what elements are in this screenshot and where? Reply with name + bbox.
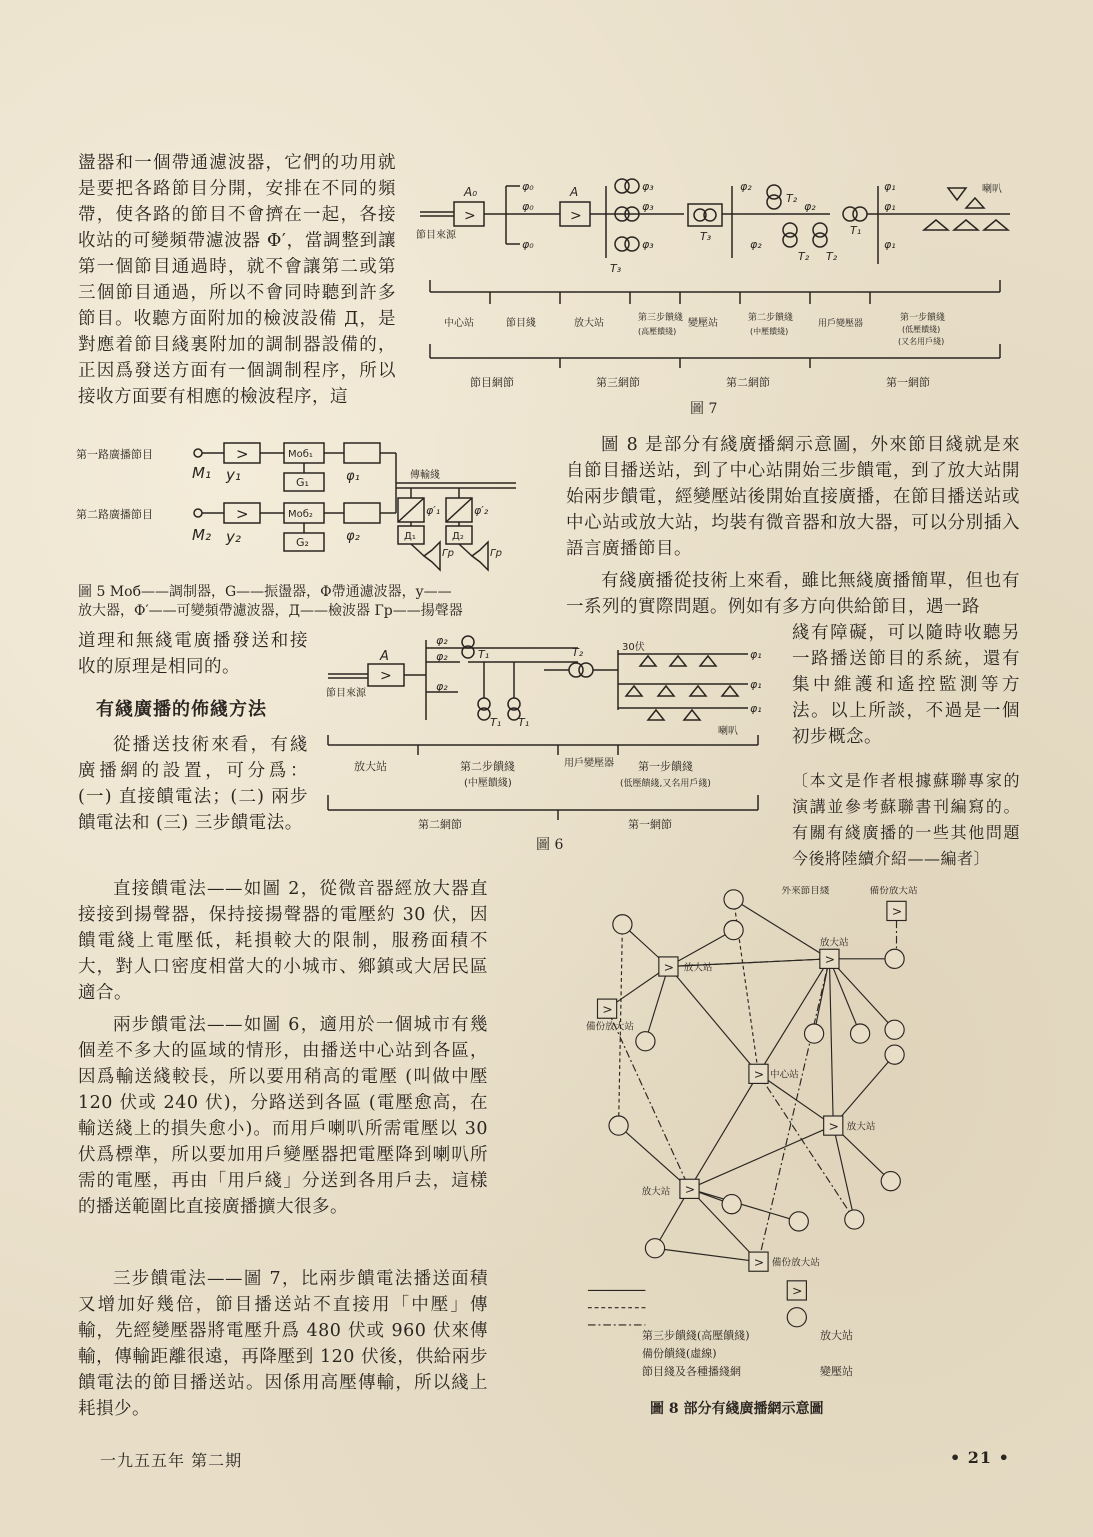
fig6-label-3: 用戶變壓器 xyxy=(564,758,614,769)
fig5-m1: M₁ xyxy=(192,464,211,482)
fig6-phi2-a: φ₂ xyxy=(436,634,448,647)
fig7-t3-b: T₃ xyxy=(700,230,712,243)
fig5-phi2: φ₂ xyxy=(346,529,360,544)
figure-5 xyxy=(76,438,546,598)
fig7-net-4: 第一網節 xyxy=(886,376,930,389)
fig5-mod2: Moб₂ xyxy=(288,509,313,520)
svg-text:>: > xyxy=(828,1118,839,1134)
fig6-phi1-a: φ₁ xyxy=(750,648,762,661)
fig7-label-8c: (又名用戶綫) xyxy=(898,337,945,346)
fig6-phi2-b: φ₂ xyxy=(436,650,448,663)
fig7-phi3-c: φ₃ xyxy=(642,238,654,251)
fig7-label-4b: (高壓饋綫) xyxy=(638,327,677,336)
fig7-label-7: 用戶變壓器 xyxy=(818,319,864,329)
fig7-label-4: 第三步饋綫 xyxy=(638,313,684,323)
fig8-backup-3: 備份放大站 xyxy=(771,1257,820,1269)
fig7-label-5: 變壓站 xyxy=(688,318,718,329)
fig6-net-1: 第一網節 xyxy=(628,818,672,831)
figure-7 xyxy=(410,168,1020,428)
right-paragraph-1: 圖 8 是部分有綫廣播網示意圖，外來節目綫就是來自節目播送站，到了中心站開始三步饋電，到了放大站開始兩步饋電，經變壓站後開始直接廣播，在節目播送站或中心站或放大站，均裝有微音器和放大器，可以分別插入語言廣播節目。 xyxy=(566,435,1020,559)
fig7-phi0-a: φ₀ xyxy=(522,180,534,193)
fig5-gp2: Гр xyxy=(490,548,502,559)
figure-7-diagram xyxy=(410,168,1020,428)
fig6-net-2: 第二網節 xyxy=(418,818,462,831)
fig6-label-2: 第二步饋綫 xyxy=(460,760,515,773)
fig7-t1: T₁ xyxy=(850,224,862,237)
svg-text:>: > xyxy=(570,208,582,224)
fig7-phi3-a: φ₃ xyxy=(642,180,654,193)
fig5-phi1p: φ′₁ xyxy=(426,504,441,517)
fig8-center: 中心站 xyxy=(770,1069,799,1081)
left-paragraph-2: 道理和無綫電廣播發送和接收的原理是相同的。 xyxy=(78,631,308,677)
fig7-label-8b: (低壓饋綫) xyxy=(902,325,941,334)
svg-text:>: > xyxy=(753,1066,765,1082)
fig7-phi2-b: φ₂ xyxy=(804,200,816,213)
fig5-y2: y₂ xyxy=(226,528,241,546)
fig6-t1-a: T₁ xyxy=(478,648,490,661)
fig5-a2: Д₂ xyxy=(452,531,464,542)
fig5-phi2p: φ′₂ xyxy=(474,504,489,517)
fig6-t1-b: T₁ xyxy=(490,716,502,729)
figure-8-diagram xyxy=(560,886,980,1346)
fig7-phi2-a: φ₂ xyxy=(740,180,752,193)
fig6-t2: T₂ xyxy=(572,646,584,659)
figure-7-title: 圖 7 xyxy=(690,401,718,417)
footer-issue: 一九五五年 第二期 xyxy=(100,1451,243,1470)
section-heading: 有綫廣播的佈綫方法 xyxy=(96,699,267,720)
fig5-g1: G₁ xyxy=(296,476,309,489)
figure-6-diagram xyxy=(318,630,773,840)
fig7-net-1: 節目網節 xyxy=(470,376,514,389)
svg-text:>: > xyxy=(236,505,249,523)
fig8-legend-2: 備份饋綫(虛線) xyxy=(642,1347,717,1360)
fig7-net-3: 第二網節 xyxy=(726,376,770,389)
svg-text:>: > xyxy=(891,903,903,919)
left-paragraph-3: 從播送技術來看，有綫廣播網的設置，可分爲：(一) 直接饋電法；(二) 兩步饋電法和 (三) 三步饋電法。 xyxy=(78,735,308,833)
svg-text:>: > xyxy=(380,668,392,684)
fig6-label-4: 第一步饋綫 xyxy=(638,760,693,773)
left-paragraph-1: 盪器和一個帶通濾波器，它們的功用就是要把各路節目分開，安排在不同的頻帶，使各路的節目不會擠在一起，各接收站的可變頻帶濾波器 Φ′，當調整到讓第一個節目通過時，就不會讓第二或第三個節目通過，所以不會同時聽到許多節目。收聽方面附加的檢波設備 Д，是對應着節目綫裏附加的調制器設備的，正因爲發送方面有一個調制程序，所以接收方面要有相應的檢波程序，這 xyxy=(78,153,396,407)
fig7-phi1-b: φ₁ xyxy=(884,200,896,213)
svg-text:>: > xyxy=(753,1254,765,1270)
fig6-speaker: 喇叭 xyxy=(718,726,738,737)
svg-text:>: > xyxy=(602,1001,613,1017)
fig7-label-3: 放大站 xyxy=(574,318,604,329)
fig5-m2: M₂ xyxy=(192,526,211,544)
fig8-backup-2: 備份放大站 xyxy=(586,1021,634,1033)
left-paragraph-5: 兩步饋電法——如圖 6，適用於一個城市有幾個差不多大的區域的情形，由播送中心站到各區，因爲輸送綫較長，所以要用稍高的電壓 (叫做中壓 120 伏或 240 伏)，分路送到各區 (電壓愈高，在輸送綫上的損失愈小)。而用戶喇叭所需電壓以 30 伏爲標準，所以要加用戶變壓器把電壓降到喇叭所需的電壓，再由「用戶綫」分送到各用戶去，這樣的播送範圍比直接廣播擴大很多。 xyxy=(78,1015,488,1217)
fig7-speaker: 喇叭 xyxy=(982,184,1002,195)
fig8-amp-2: 放大站 xyxy=(819,937,849,949)
fig7-label-6b: (中壓饋綫) xyxy=(750,327,789,336)
fig6-label-2b: (中壓饋綫) xyxy=(464,778,512,789)
fig7-t2-c: T₂ xyxy=(826,250,838,263)
fig7-label-2: 節目綫 xyxy=(506,318,536,329)
left-paragraph-6: 三步饋電法——圖 7，比兩步饋電法播送面積又增加好幾倍，節目播送站不直接用「中壓」傳輸，先經變壓器將電壓升爲 480 伏或 960 伏來傳輸，傳輸距離很遠，再降壓到 120 伏後，供給兩步饋電法的節目播送站。因係用高壓傳輸，所以綫上耗損少。 xyxy=(78,1269,488,1419)
fig6-source: 節目來源 xyxy=(326,688,366,699)
svg-text:>: > xyxy=(236,445,249,463)
fig8-legend-sub: 變壓站 xyxy=(820,1365,853,1378)
left-paragraph-4: 直接饋電法——如圖 2，從微音器經放大器直接接到揚聲器，保持接揚聲器的電壓約 30 伏，因饋電綫上電壓低，耗損較大的限制，服務面積不大，對人口密度相當大的小城市、鄉鎮或大居民區適合。 xyxy=(78,879,488,1003)
fig7-phi0-b: φ₀ xyxy=(522,200,534,213)
svg-text:>: > xyxy=(464,208,476,224)
fig7-source: 節目來源 xyxy=(416,230,456,241)
fig5-g2: G₂ xyxy=(296,536,309,549)
fig7-a0: A₀ xyxy=(464,185,478,199)
fig8-amp-3: 放大站 xyxy=(846,1121,876,1133)
fig5-line: 傳輸綫 xyxy=(410,470,440,481)
fig6-phi1-b: φ₁ xyxy=(750,678,762,691)
fig7-t2-b: T₂ xyxy=(798,250,810,263)
editor-note: 〔本文是作者根據蘇聯專家的演講並參考蘇聯書刊編寫的。有關有綫廣播的一些其他問題今後將陸續介紹——編者〕 xyxy=(792,771,1020,868)
fig6-phi2-c: φ₂ xyxy=(436,680,448,693)
fig5-gp1: Гр xyxy=(442,548,454,559)
fig7-t2-a: T₂ xyxy=(786,192,798,205)
fig8-legend-amp: 放大站 xyxy=(820,1329,853,1342)
fig5-input-2: 第二路廣播節目 xyxy=(76,508,153,521)
fig6-amp: A xyxy=(380,649,389,664)
fig8-legend-1: 第三步饋綫(高壓饋綫) xyxy=(642,1329,750,1342)
fig5-a1: Д₁ xyxy=(404,531,416,542)
fig5-mod1: Moб₁ xyxy=(288,449,313,460)
fig5-input-1: 第一路廣播節目 xyxy=(76,448,153,461)
fig6-label-4b: (低壓饋綫,又名用戶綫) xyxy=(620,779,711,789)
figure-6 xyxy=(318,630,773,840)
svg-text:>: > xyxy=(684,1181,696,1197)
fig6-phi1-c: φ₁ xyxy=(750,702,762,715)
fig7-t3-a: T₃ xyxy=(610,262,622,275)
fig8-amp-1: 放大站 xyxy=(683,962,713,974)
figure-6-title: 圖 6 xyxy=(536,837,564,853)
fig8-amp-4: 放大站 xyxy=(641,1186,671,1198)
fig7-phi0-c: φ₀ xyxy=(522,238,534,251)
fig8-external-line: 外來節目綫 xyxy=(781,886,830,897)
fig7-phi1-a: φ₁ xyxy=(884,180,896,193)
right-paragraph-2b: 綫有障礙，可以隨時收聽另一路播送節目的系統，還有集中維護和遙控監測等方法。以上所談，不過是一個初步概念。 xyxy=(792,623,1020,747)
fig7-phi2-c: φ₂ xyxy=(750,238,762,251)
svg-text:>: > xyxy=(663,959,675,975)
fig7-phi1-c: φ₁ xyxy=(884,238,896,251)
fig7-a: A xyxy=(570,185,579,199)
figure-5-caption-2: 放大器，Φ′——可變頻帶濾波器，Д——檢波器 Гр——揚聲器 xyxy=(78,603,463,619)
fig5-phi1: φ₁ xyxy=(346,469,360,484)
fig8-legend-3: 節目綫及各種播綫網 xyxy=(642,1365,741,1378)
footer-page-number: • 21 • xyxy=(950,1448,1010,1467)
fig6-label-1: 放大站 xyxy=(354,760,387,773)
fig7-label-8: 第一步饋綫 xyxy=(900,313,946,323)
fig7-label-1: 中心站 xyxy=(444,318,474,329)
fig8-backup-1: 備份放大站 xyxy=(869,886,918,897)
fig5-y1: y₁ xyxy=(226,466,241,484)
figure-8-title: 圖 8 部分有綫廣播網示意圖 xyxy=(650,1401,824,1417)
svg-text:>: > xyxy=(824,951,836,967)
figure-8 xyxy=(560,886,980,1346)
svg-text:>: > xyxy=(792,1283,803,1299)
figure-5-diagram xyxy=(76,438,546,598)
fig7-label-6: 第二步饋綫 xyxy=(748,313,794,323)
fig6-30v: 30伏 xyxy=(622,642,645,653)
fig7-phi3-b: φ₃ xyxy=(642,200,654,213)
figure-5-caption-1: 圖 5 Moб——調制器，G——振盪器，Φ帶通濾波器，y—— xyxy=(78,584,452,600)
fig6-t1-c: T₁ xyxy=(518,716,530,729)
right-paragraph-2a: 有綫廣播從技術上來看，雖比無綫廣播簡單，但也有一系列的實際問題。例如有多方向供給節目，遇一路 xyxy=(566,571,1020,617)
fig7-net-2: 第三網節 xyxy=(596,376,640,389)
